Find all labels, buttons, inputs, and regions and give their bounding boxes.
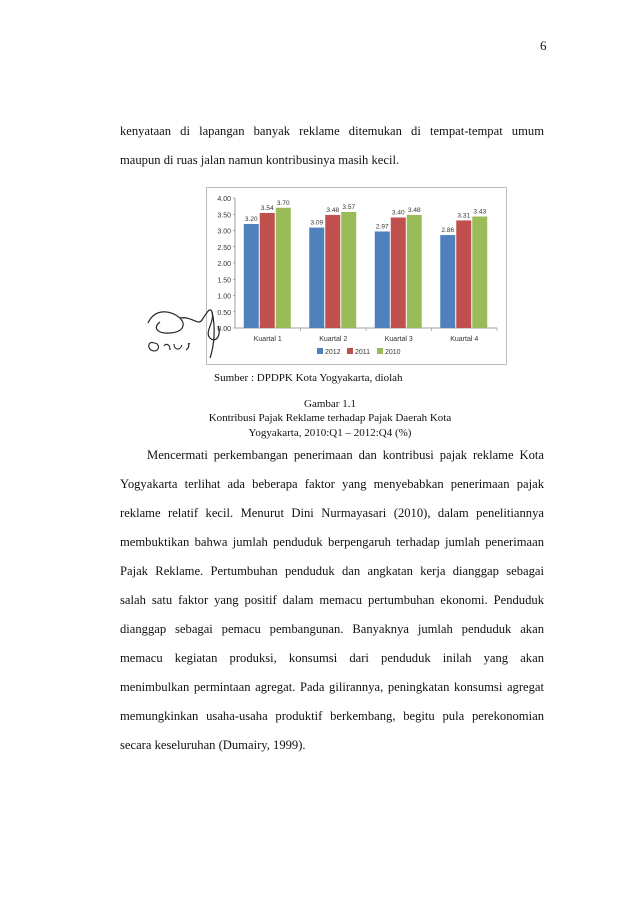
bar-2010-3 — [407, 215, 422, 328]
legend-label: 2010 — [385, 349, 401, 356]
x-tick-label: Kuartal 2 — [319, 336, 348, 343]
y-tick-label: 1.00 — [217, 293, 231, 301]
body-line-6: salah satu faktor yang positif dalam memacu pertumbuhan ekonomi. Penduduk — [120, 593, 544, 607]
bar-2011-4 — [456, 220, 471, 328]
figure-caption-line-1: Kontribusi Pajak Reklame terhadap Pajak Daerah Kota — [208, 412, 452, 424]
intro-line-2: maupun di ruas jalan namun kontribusinya masih kecil. — [120, 153, 400, 167]
figure-source: Sumber : DPDPK Kota Yogyakarta, diolah — [214, 372, 403, 384]
data-label: 2.97 — [375, 223, 389, 231]
body-line-8: memacu kegiatan produksi, konsumsi dari penduduk inilah yang akan — [120, 651, 544, 665]
y-tick-label: 1.50 — [217, 277, 231, 285]
legend-swatch-2010 — [377, 348, 383, 354]
figure-caption-number: Gambar 1.1 — [304, 398, 356, 410]
data-label: 3.48 — [407, 206, 421, 214]
data-label: 3.43 — [473, 208, 487, 216]
body-line-1: Mencermati perkembangan penerimaan dan kontribusi pajak reklame Kota — [147, 448, 544, 462]
bar-2012-3 — [375, 231, 390, 328]
data-label: 3.54 — [260, 204, 274, 212]
body-line-9: menimbulkan permintaan agregat. Pada gilirannya, peningkatan konsumsi agregat — [120, 680, 544, 694]
legend-swatch-2012 — [317, 348, 323, 354]
data-label: 3.48 — [326, 206, 340, 214]
data-label: 3.20 — [244, 216, 258, 223]
data-label: 3.57 — [342, 203, 356, 211]
page-number: 6 — [540, 38, 547, 53]
body-line-3: reklame relatif kecil. Menurut Dini Nurmayasari (2010), dalam penelitiannya — [120, 506, 544, 520]
bar-2011-2 — [325, 215, 340, 328]
data-label: 2.86 — [441, 227, 455, 235]
y-tick-label: 0.00 — [217, 326, 231, 333]
bar-2012-2 — [309, 228, 324, 328]
x-tick-label: Kuartal 3 — [384, 336, 413, 343]
bar-chart — [206, 187, 507, 365]
body-line-7: dianggap sebagai pemacu pembangunan. Banyaknya jumlah penduduk akan — [120, 622, 544, 636]
legend-label: 2011 — [355, 349, 371, 356]
data-label: 3.31 — [457, 212, 471, 220]
bar-chart-svg — [207, 188, 506, 364]
y-tick-label: 2.00 — [217, 261, 231, 268]
body-line-2: Yogyakarta terlihat ada beberapa faktor yang menyebabkan penerimaan pajak — [120, 477, 544, 491]
intro-line-1: kenyataan di lapangan banyak reklame ditemukan di tempat-tempat umum — [120, 124, 544, 138]
bar-2010-2 — [341, 212, 356, 328]
bar-2010-1 — [276, 208, 291, 328]
y-tick-label: 4.00 — [217, 196, 231, 203]
x-tick-label: Kuartal 1 — [253, 336, 282, 343]
bar-2012-4 — [440, 235, 455, 328]
data-label: 3.40 — [391, 209, 405, 217]
bar-2010-4 — [472, 217, 487, 328]
x-tick-label: Kuartal 4 — [450, 336, 479, 343]
body-line-11: secara keseluruhan (Dumairy, 1999). — [120, 738, 306, 752]
figure-caption-line-2: Yogyakarta, 2010:Q1 – 2012:Q4 (%) — [248, 427, 412, 439]
handwritten-signature — [140, 288, 235, 363]
legend-swatch-2011 — [347, 348, 353, 354]
data-label: 3.70 — [276, 199, 290, 207]
body-line-5: Pajak Reklame. Pertumbuhan penduduk dan angkatan kerja dianggap sebagai — [120, 564, 544, 578]
legend-label: 2012 — [325, 349, 341, 356]
y-tick-label: 3.50 — [217, 212, 231, 220]
bar-2011-1 — [260, 213, 275, 328]
y-tick-label: 3.00 — [217, 228, 231, 236]
bar-2012-1 — [244, 224, 259, 328]
body-line-10: memungkinkan usaha-usaha produktif berkembang, begitu pula perekonomian — [120, 709, 544, 723]
body-line-4: membuktikan bahwa jumlah penduduk berpengaruh terhadap jumlah penerimaan — [120, 535, 544, 549]
data-label: 3.09 — [310, 219, 324, 227]
y-tick-label: 2.50 — [217, 244, 231, 252]
bar-2011-3 — [391, 218, 406, 329]
y-tick-label: 0.50 — [217, 309, 231, 317]
